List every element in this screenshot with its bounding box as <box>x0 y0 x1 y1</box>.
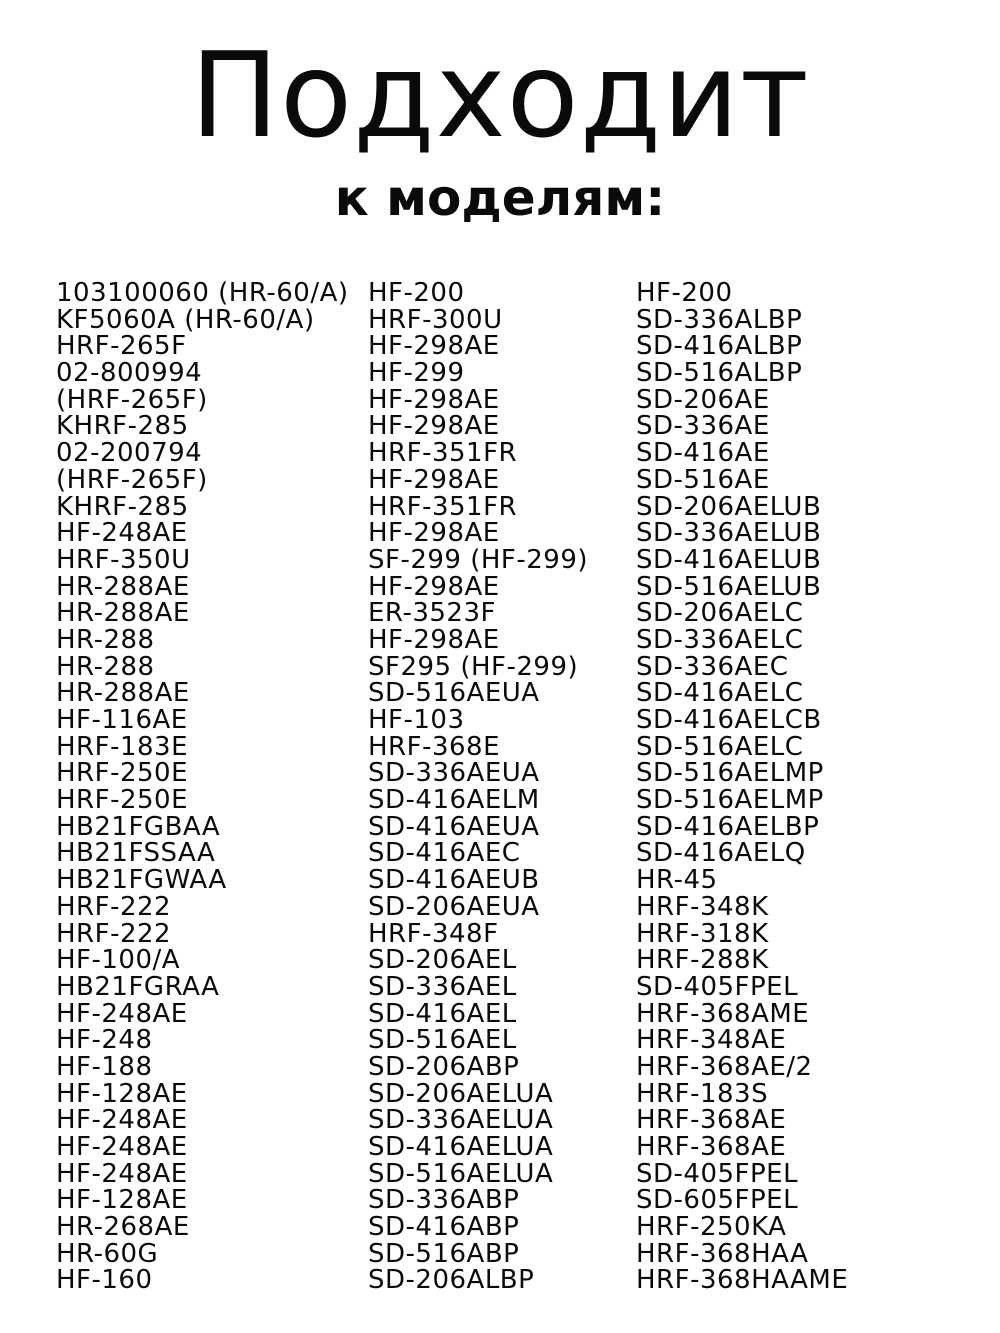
model-list-item: HF-298AE <box>368 331 500 362</box>
model-list-item: SD-336AE <box>636 411 770 442</box>
model-list-item: HRF-368HAAME <box>636 1265 849 1296</box>
model-list-item: SD-206AEL <box>368 945 517 976</box>
model-list-item: 103100060 (HR-60/A) <box>56 278 349 308</box>
model-list-item: HR-288 <box>56 651 155 682</box>
model-list-item: SD-336AEUA <box>368 758 540 789</box>
model-list-item: SD-206AELUB <box>636 491 822 522</box>
model-list-item: SD-206AELC <box>636 598 804 629</box>
model-list-item: HRF-351FR <box>368 438 518 469</box>
model-list-item: SD-416AELBP <box>636 811 820 842</box>
model-list-item: HF-188 <box>56 1051 153 1082</box>
model-list-item: HRF-183E <box>56 731 189 762</box>
model-list-item: SD-516AEUA <box>368 678 540 709</box>
model-list-item: HRF-368HAA <box>636 1238 809 1269</box>
model-list-item: SD-416ALBP <box>636 331 803 362</box>
model-list-item: HF-299 <box>368 358 465 389</box>
model-list-item: HRF-265F <box>56 331 187 362</box>
model-list-item: HRF-368AE <box>636 1105 787 1136</box>
page-title: Подходит <box>190 26 810 164</box>
model-list-item: SD-405FPEL <box>636 1158 799 1189</box>
model-list-item: HR-288AE <box>56 571 190 602</box>
model-list-item: SD-336ALBP <box>636 304 803 335</box>
model-list-item: HB21FGRAA <box>56 971 220 1002</box>
model-list-item: SD-416AEC <box>368 838 521 869</box>
model-list-item: HF-128AE <box>56 1185 188 1216</box>
model-list-item: HRF-348AE <box>636 1025 787 1056</box>
model-list-item: 02-800994 <box>56 358 203 389</box>
model-list-item: SD-416AELM <box>368 785 540 816</box>
model-list-item: HF-116AE <box>56 705 188 735</box>
model-list-item: HRF-250E <box>56 758 189 789</box>
model-list-item: HF-298AE <box>368 464 500 495</box>
model-list-item: HF-248AE <box>56 998 188 1029</box>
model-list-item: HR-288AE <box>56 598 190 629</box>
model-list-item: HRF-250KA <box>636 1212 787 1243</box>
model-list-item: HF-248AE <box>56 1132 188 1162</box>
model-list-item: HRF-288K <box>636 945 769 976</box>
model-list-item: KHRF-285 <box>56 491 189 522</box>
model-list-item: SD-516ALBP <box>636 358 803 389</box>
model-list-item: HRF-368AE <box>636 1132 787 1162</box>
model-list-item: 02-200794 <box>56 438 203 469</box>
model-list-item: HB21FGWAA <box>56 865 227 896</box>
model-list-item: SD-605FPEL <box>636 1185 799 1216</box>
model-list-item: SD-416AEUA <box>368 811 540 842</box>
model-list-item: HB21FGBAA <box>56 811 221 842</box>
model-list-item: SD-516ABP <box>368 1238 520 1269</box>
model-list-item: HF-160 <box>56 1265 153 1296</box>
model-list-item: HF-248AE <box>56 1158 188 1189</box>
model-list-item: SD-416AEUB <box>368 865 540 896</box>
model-list-item: SD-516AELMP <box>636 785 824 816</box>
model-list-item: HF-298AE <box>368 518 500 549</box>
model-list-item: SD-336AELC <box>636 624 804 655</box>
model-list-item: HF-100/A <box>56 945 181 976</box>
model-list-item: SD-336AEL <box>368 971 517 1002</box>
model-list-item: SD-416AELUA <box>368 1132 554 1162</box>
model-list-item: SD-336AEC <box>636 651 789 682</box>
model-list-item: SD-416AELCB <box>636 705 822 735</box>
model-list-item: SD-206AE <box>636 384 770 415</box>
model-list-item: SD-336AELUA <box>368 1105 554 1136</box>
model-list-item: KHRF-285 <box>56 411 189 442</box>
model-list-item: HR-288 <box>56 624 155 655</box>
model-list-item: HF-103 <box>368 705 465 735</box>
model-list-item: HF-248AE <box>56 1105 188 1136</box>
model-list-item: HRF-318K <box>636 918 769 949</box>
model-list-item: SD-516AELUB <box>636 571 822 602</box>
model-list-item: HRF-183S <box>636 1078 769 1109</box>
model-list-item: HRF-300U <box>368 304 503 335</box>
model-list-item: SD-516AEL <box>368 1025 517 1056</box>
model-list-item: HRF-351FR <box>368 491 518 522</box>
model-list-item: HR-60G <box>56 1238 159 1269</box>
model-list-item: SD-416AELC <box>636 678 804 709</box>
model-list-item: HF-298AE <box>368 571 500 602</box>
model-list-item: SD-416AELQ <box>636 838 806 869</box>
model-list-item: SD-336AELUB <box>636 518 822 549</box>
model-list-item: SD-516AELC <box>636 731 804 762</box>
model-list-item: HF-298AE <box>368 411 500 442</box>
model-list-item: SD-206AELUA <box>368 1078 554 1109</box>
model-list-item: HF-200 <box>636 278 733 308</box>
model-list-item: SD-416AE <box>636 438 770 469</box>
model-list-item: SD-336ABP <box>368 1185 520 1216</box>
model-list-item: HRF-348F <box>368 918 499 949</box>
model-list-item: HF-298AE <box>368 384 500 415</box>
page-subtitle: к моделям: <box>334 169 666 227</box>
model-list-item: SD-516AELMP <box>636 758 824 789</box>
model-list-item: HR-288AE <box>56 678 190 709</box>
model-list-item: SD-516AE <box>636 464 770 495</box>
model-list-item: HR-268AE <box>56 1212 190 1243</box>
model-list-item: SD-416AEL <box>368 998 517 1029</box>
model-list-item: SD-416ABP <box>368 1212 520 1243</box>
model-list-item: HRF-350U <box>56 544 191 575</box>
model-list-item: SD-206AEUA <box>368 891 540 922</box>
model-list-item: SD-405FPEL <box>636 971 799 1002</box>
model-list-item: SD-416AELUB <box>636 544 822 575</box>
model-list-item: HF-248 <box>56 1025 153 1056</box>
model-list-column-1 <box>56 280 349 1294</box>
model-list-item: HF-248AE <box>56 518 188 549</box>
model-list-item: HRF-368E <box>368 731 501 762</box>
model-list-item: HF-298AE <box>368 624 500 655</box>
model-list-item: (HRF-265F) <box>56 464 208 495</box>
model-list-item: HR-45 <box>636 865 718 896</box>
model-list-item: SF295 (HF-299) <box>368 651 579 682</box>
model-list-item: KF5060A (HR-60/A) <box>56 304 315 335</box>
model-list-item: (HRF-265F) <box>56 384 208 415</box>
model-list-item: HRF-250E <box>56 785 189 816</box>
model-list-item: HB21FSSAA <box>56 838 216 869</box>
model-list-item: SD-206ALBP <box>368 1265 535 1296</box>
model-list-item: SD-516AELUA <box>368 1158 554 1189</box>
model-list-item: SF-299 (HF-299) <box>368 544 589 575</box>
model-list-item: HF-200 <box>368 278 465 308</box>
model-list-column-3 <box>636 280 848 1294</box>
model-list-item: HRF-222 <box>56 918 172 949</box>
model-list-item: HRF-348K <box>636 891 769 922</box>
model-list-column-2 <box>368 280 588 1294</box>
model-list-item: HRF-368AE/2 <box>636 1051 813 1082</box>
model-list-item: HRF-222 <box>56 891 172 922</box>
model-list-item: SD-206ABP <box>368 1051 520 1082</box>
model-list-item: HRF-368AME <box>636 998 810 1029</box>
model-list-item: HF-128AE <box>56 1078 188 1109</box>
model-list-item: ER-3523F <box>368 598 496 629</box>
